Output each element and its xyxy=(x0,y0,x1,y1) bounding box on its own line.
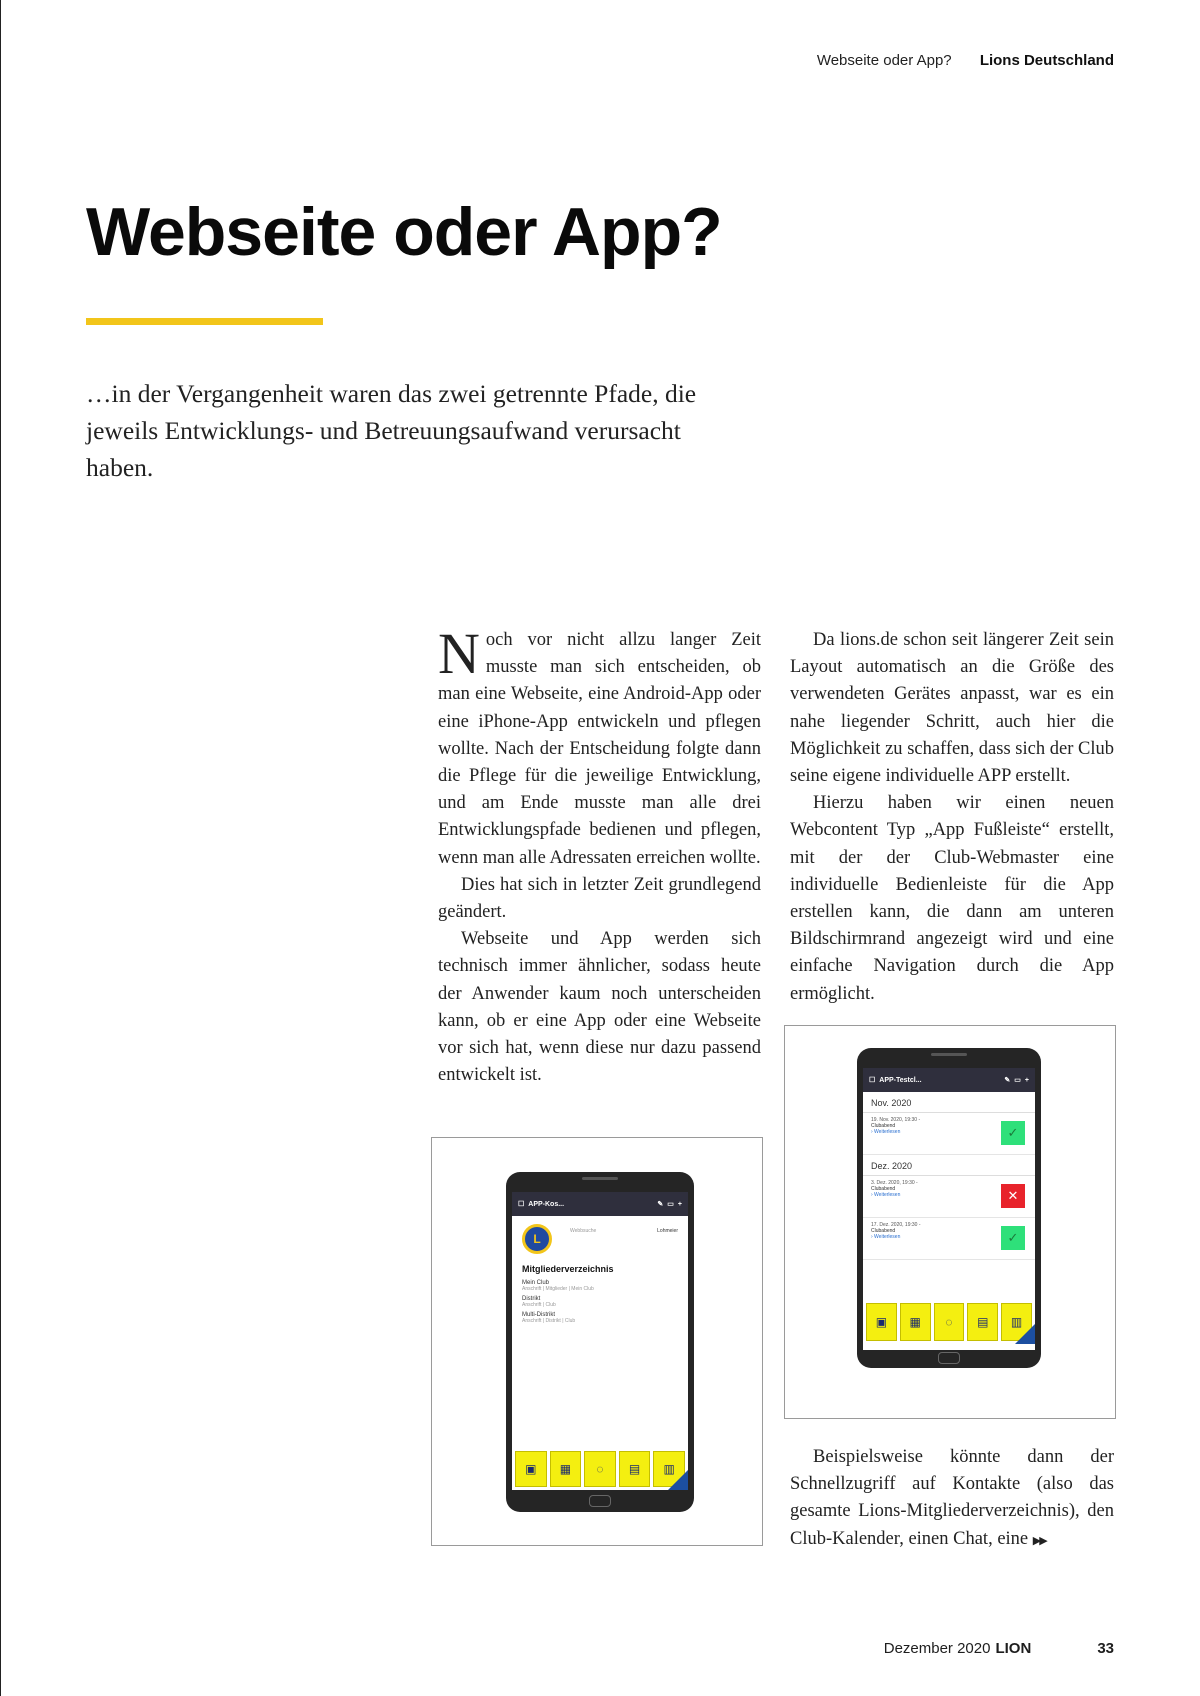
page-number: 33 xyxy=(1097,1640,1114,1657)
calendar-event[interactable] xyxy=(863,1113,1035,1155)
issue-date: Dezember 2020 xyxy=(883,1640,991,1657)
text-column-2-continued xyxy=(790,1444,1114,1554)
directory-heading: Mitgliederverzeichnis xyxy=(522,1264,614,1274)
event-title: Clubabend xyxy=(871,1186,896,1192)
phone-screen xyxy=(863,1068,1035,1350)
add-icon[interactable]: + xyxy=(1024,1076,1029,1084)
directory-row-label: Distrikt xyxy=(522,1296,541,1302)
paragraph-1-text: och vor nicht allzu langer Zeit musste man sich entscheiden, ob man eine Webseite, eine Android-App oder eine iPhone-App entwickeln und pflegen wollte. Nach der Entscheidung folgte dann die Pflege für die jeweilige Entwicklung, und am Ende musste man alle drei Entwicklungspfade bedienen und pflegen, wenn man alle Adressaten erreichen wollte. xyxy=(438,630,761,868)
running-header xyxy=(817,52,1114,69)
calendar-event[interactable] xyxy=(863,1218,1035,1260)
article-title: Webseite oder App? xyxy=(86,194,722,270)
header-topic: Webseite oder App? xyxy=(816,52,952,69)
continue-arrow-icon: ▶▶ xyxy=(1032,1533,1046,1547)
event-date: 19. Nov. 2020, 19:30 - xyxy=(871,1117,921,1123)
app-header xyxy=(863,1068,1035,1092)
document-icon[interactable]: ▥ xyxy=(653,1451,685,1487)
text-column-1 xyxy=(438,621,761,1089)
paragraph-4: Da lions.de schon seit längerer Zeit sein Layout automatisch an die Größe des verwendeten Gerätes anpasst, war es ein nahe liegender Schritt, auch hier die Möglichkeit zu schaffen, dass sich der Club seine eigene individuelle APP erstellt. xyxy=(790,630,1114,787)
figure-club-calendar xyxy=(784,1025,1116,1419)
phone-frame xyxy=(857,1048,1041,1368)
event-title: Clubabend xyxy=(871,1228,896,1234)
contacts-icon[interactable]: ▣ xyxy=(515,1451,547,1487)
read-more-link[interactable]: › Weiterlesen xyxy=(871,1129,901,1135)
text-column-2 xyxy=(790,627,1114,1008)
directory-row[interactable] xyxy=(512,1278,688,1294)
settings-corner-icon[interactable] xyxy=(668,1470,688,1490)
phone-speaker xyxy=(931,1053,967,1056)
directory-row[interactable] xyxy=(512,1294,688,1310)
paragraph-1 xyxy=(438,621,761,872)
phone-speaker xyxy=(582,1177,618,1180)
directory-row-sub: Anschrift | Distrikt | Club xyxy=(522,1318,576,1324)
paragraph-2: Dies hat sich in letzter Zeit grundlegend geändert. xyxy=(438,874,761,923)
lions-logo-icon: L xyxy=(522,1224,552,1254)
phone-screen xyxy=(512,1192,688,1490)
title-accent-bar xyxy=(86,318,323,325)
directory-row-sub: Anschrift | Club xyxy=(522,1302,556,1308)
app-footer-bar xyxy=(512,1448,688,1490)
document-icon[interactable]: ▥ xyxy=(1001,1303,1032,1341)
menu-icon[interactable]: ☐ xyxy=(869,1077,876,1084)
app-footer-bar xyxy=(863,1300,1035,1344)
phone-frame xyxy=(506,1172,694,1512)
header-section: Lions Deutschland xyxy=(979,52,1114,69)
directory-row-sub: Anschrift | Mitglieder | Mein Club xyxy=(522,1286,594,1292)
page-footer xyxy=(884,1640,1114,1657)
declined-icon[interactable]: ✕ xyxy=(1001,1184,1025,1208)
gallery-icon[interactable]: ▤ xyxy=(619,1451,651,1487)
contacts-icon[interactable]: ▣ xyxy=(866,1303,897,1341)
add-icon[interactable]: + xyxy=(677,1200,682,1208)
read-more-link[interactable]: › Weiterlesen xyxy=(871,1234,901,1240)
directory-row[interactable] xyxy=(512,1310,688,1326)
tab-icon[interactable]: ▭ xyxy=(1014,1077,1021,1084)
user-link[interactable]: Lohmeier xyxy=(657,1228,678,1234)
app-title: APP-Testcl... xyxy=(879,1076,922,1084)
home-button[interactable] xyxy=(938,1352,960,1364)
check-icon[interactable]: ✓ xyxy=(1001,1226,1025,1250)
app-title: APP-Kos... xyxy=(528,1200,565,1208)
calendar-icon[interactable]: ▦ xyxy=(550,1451,582,1487)
tab-icon[interactable]: ▭ xyxy=(667,1201,674,1208)
calendar-event[interactable] xyxy=(863,1176,1035,1218)
paragraph-6 xyxy=(790,1444,1114,1554)
check-icon[interactable]: ✓ xyxy=(1001,1121,1025,1145)
month-heading: Dez. 2020 xyxy=(863,1155,1035,1176)
settings-corner-icon[interactable] xyxy=(1015,1324,1035,1344)
chat-icon[interactable]: ◌ xyxy=(934,1303,965,1341)
edit-icon[interactable]: ✎ xyxy=(1004,1077,1011,1084)
paragraph-5: Hierzu haben wir einen neuen Webcontent Typ „App Fußleiste“ erstellt, mit der der Club-Webmaster eine individuelle Bedienleiste für die App erstellen kann, die dann am unteren Bildschirmrand angezeigt wird und eine einfache Navigation durch die App ermöglicht. xyxy=(790,793,1114,1004)
menu-icon[interactable]: ☐ xyxy=(518,1201,525,1208)
home-button[interactable] xyxy=(589,1495,611,1507)
article-lead: …in der Vergangenheit waren das zwei getrennte Pfade, die jeweils Entwicklungs- und Betreuungsaufwand verursacht haben. xyxy=(86,379,697,482)
calendar-icon[interactable]: ▦ xyxy=(900,1303,931,1341)
month-heading: Nov. 2020 xyxy=(863,1092,1035,1113)
directory-row-label: Multi-Distrikt xyxy=(522,1312,555,1318)
drop-cap: N xyxy=(438,621,480,686)
edit-icon[interactable]: ✎ xyxy=(657,1201,664,1208)
event-date: 17. Dez. 2020, 19:30 - xyxy=(871,1222,921,1228)
directory-top xyxy=(512,1216,688,1260)
chat-icon[interactable]: ◌ xyxy=(584,1451,616,1487)
figure-member-directory xyxy=(431,1137,763,1546)
web-search-link[interactable]: Webbsuche xyxy=(570,1228,597,1234)
paragraph-6-text: Beispielsweise könnte dann der Schnellzugriff auf Kontakte (also das gesamte Lions-Mitgliederverzeichnis), den Club-Kalender, einen Chat, eine xyxy=(790,1447,1114,1549)
event-date: 3. Dez. 2020, 19:30 - xyxy=(871,1180,918,1186)
app-header xyxy=(512,1192,688,1216)
magazine-name: LION xyxy=(995,1640,1032,1657)
paragraph-3: Webseite und App werden sich technisch immer ähnlicher, sodass heute der Anwender kaum noch unterscheiden kann, ob er eine App oder eine Webseite vor sich hat, wenn diese nur dazu passend entwickelt ist. xyxy=(438,929,761,1086)
event-title: Clubabend xyxy=(871,1123,896,1129)
read-more-link[interactable]: › Weiterlesen xyxy=(871,1192,901,1198)
directory-row-label: Mein Club xyxy=(522,1280,550,1286)
page-edge-rule xyxy=(0,0,1,1696)
gallery-icon[interactable]: ▤ xyxy=(967,1303,998,1341)
